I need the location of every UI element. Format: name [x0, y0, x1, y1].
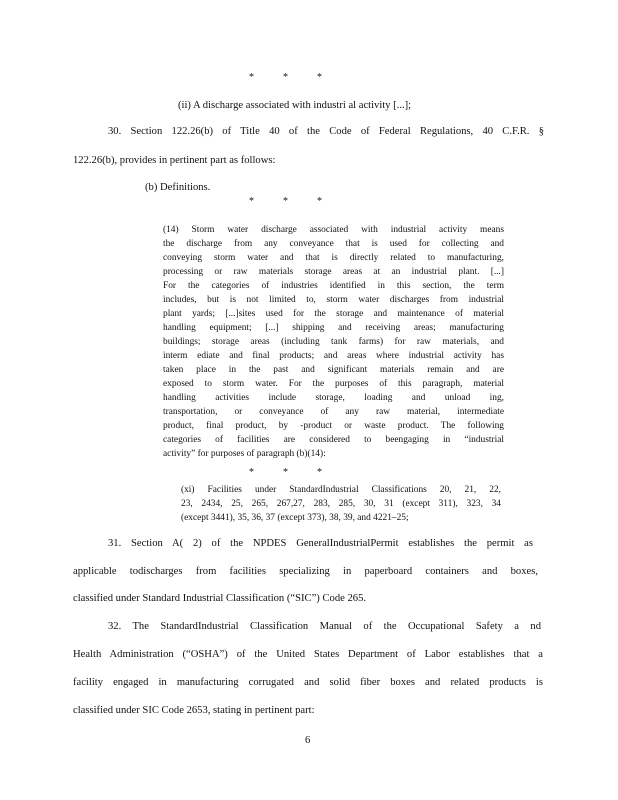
quote-14-line: exposed to storm water. For the purposes of this paragraph, material [163, 379, 504, 389]
clause-xi-line: 23, 2434, 25, 265, 267,27, 283, 285, 30, 31 (except 311), 323, 34 [181, 499, 501, 509]
clause-xi-line: (except 3441), 35, 36, 37 (except 373), 38, 39, and 4221–25; [181, 513, 409, 523]
quote-14-line: processing or raw materials storage areas at an industrial plant. [...] [163, 267, 504, 277]
quote-14-line: activity” for purposes of paragraph (b)(14): [163, 449, 326, 459]
quote-14-line: includes, but is not limited to, storm water discharges from industrial [163, 295, 504, 305]
quote-14-line: interm ediate and final products; and areas where industrial activity has [163, 351, 504, 361]
clause-xi-line: (xi) Facilities under StandardIndustrial Classifications 20, 21, 22, [181, 485, 501, 495]
definitions-heading: (b) Definitions. [145, 182, 211, 193]
quote-14-line: For the categories of industries identified in this section, the term [163, 281, 504, 291]
quote-14-line: taken place in the past and significant materials remain and are [163, 365, 504, 375]
quoted-clause-ii: (ii) A discharge associated with industri al activity [...]; [178, 100, 412, 111]
paragraph-31-line-1: 31. Section A( 2) of the NPDES GeneralIndustrialPermit establishes the permit as [108, 538, 533, 549]
quote-14-line: categories of facilities are considered to beengaging in “industrial [163, 435, 504, 445]
paragraph-31-line-2: applicable todischarges from facilities specializing in paperboard containers and boxes, [73, 566, 538, 577]
page-number: 6 [305, 735, 311, 746]
paragraph-30-line-1: 30. Section 122.26(b) of Title 40 of the Code of Federal Regulations, 40 C.F.R. § [108, 126, 544, 137]
quote-14-line: (14) Storm water discharge associated with industrial activity means [163, 225, 504, 235]
paragraph-30-line-2: 122.26(b), provides in pertinent part as follows: [73, 155, 276, 166]
paragraph-32-line-2: Health Administration (“OSHA”) of the United States Department of Labor establishes that a [73, 649, 543, 660]
section-separator: * * * [249, 196, 322, 207]
quote-14-line: conveying storm water and that is directly related to manufacturing, [163, 253, 504, 263]
quote-14-line: handling activities include storage, loading and unload ing, [163, 393, 504, 403]
paragraph-32-line-3: facility engaged in manufacturing corrugated and solid fiber boxes and related products is [73, 677, 543, 688]
quote-14-line: product, final product, by -product or waste product. The following [163, 421, 504, 431]
quote-14-line: plant yards; [...]sites used for the storage and maintenance of material [163, 309, 504, 319]
paragraph-32-line-1: 32. The StandardIndustrial Classification Manual of the Occupational Safety a nd [108, 621, 541, 632]
paragraph-31-line-3: classified under Standard Industrial Classification (“SIC”) Code 265. [73, 593, 367, 604]
quote-14-line: handling equipment; [...] shipping and receiving areas; manufacturing [163, 323, 504, 333]
quote-14-line: buildings; storage areas (including tank farms) for raw materials, and [163, 337, 504, 347]
section-separator: * * * [249, 467, 322, 478]
paragraph-32-line-4: classified under SIC Code 2653, stating in pertinent part: [73, 705, 315, 716]
quote-14-line: the discharge from any conveyance that is used for collecting and [163, 239, 504, 249]
section-separator: * * * [249, 72, 322, 83]
quote-14-line: transportation, or conveyance of any raw material, intermediate [163, 407, 504, 417]
